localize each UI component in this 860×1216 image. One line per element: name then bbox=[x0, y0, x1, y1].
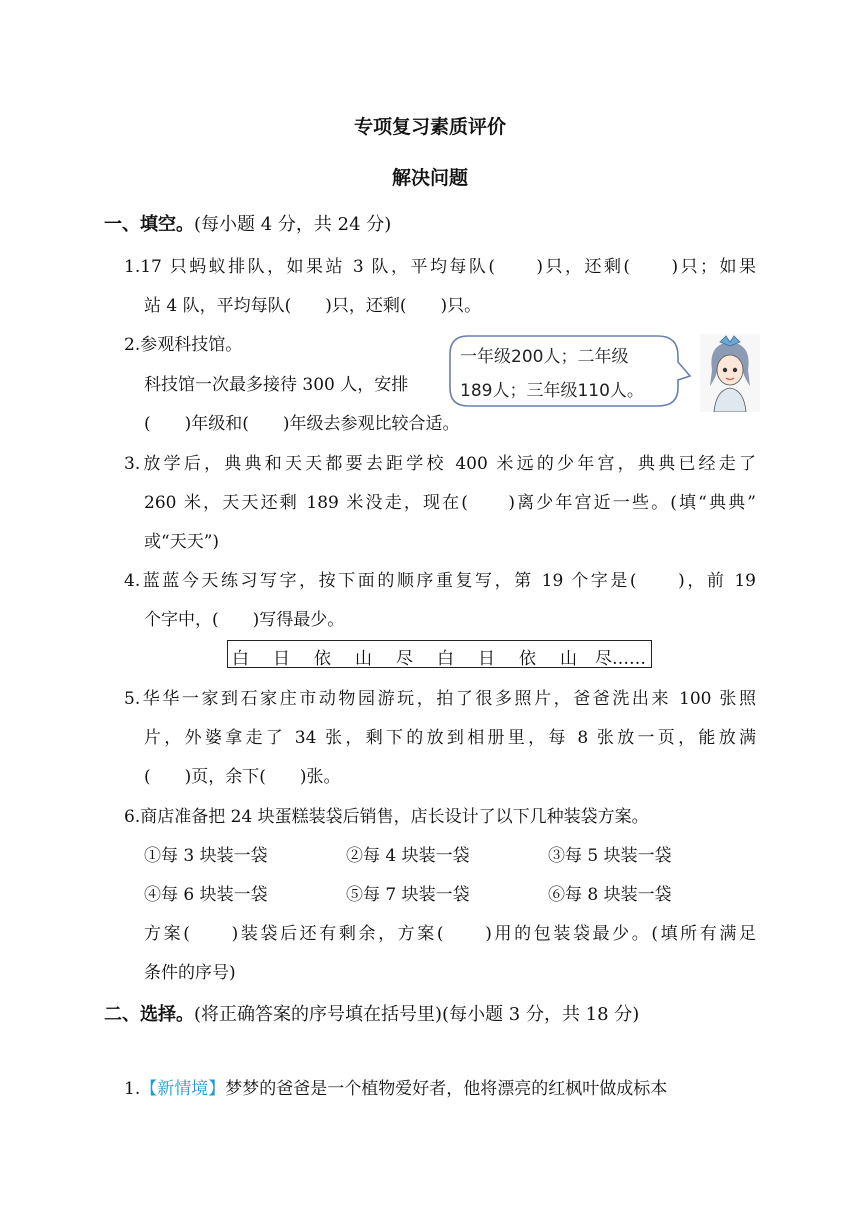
question-4-line-2: 个字中，( )写得最少。 bbox=[144, 610, 345, 630]
sequence-char: 山 bbox=[560, 649, 577, 669]
question-6-line-5: 条件的序号) bbox=[144, 963, 236, 983]
sequence-char: 依 bbox=[314, 649, 331, 669]
sequence-char: 山 bbox=[355, 649, 372, 669]
sequence-char: 依 bbox=[519, 649, 536, 669]
question-5-line-3: ( )页，余下( )张。 bbox=[144, 767, 341, 787]
section-2-note: (将正确答案的序号填在括号里)(每小题 3 分，共 18 分) bbox=[194, 1004, 640, 1025]
girl-illustration bbox=[700, 334, 760, 412]
option-3: ③每 5 块装一袋 bbox=[548, 846, 672, 866]
question-2-line-1: 2.参观科技馆。 bbox=[124, 335, 243, 355]
question-1-line-1: 1.17 只蚂蚁排队，如果站 3 队，平均每队( )只，还剩( )只；如果 bbox=[124, 257, 756, 277]
sequence-char: 白 bbox=[232, 649, 249, 669]
page-subtitle: 解决问题 bbox=[391, 167, 468, 189]
question-3-line-3: 或“天天”) bbox=[144, 532, 220, 552]
page-title: 专项复习素质评价 bbox=[353, 116, 506, 138]
section-1-heading bbox=[104, 210, 391, 236]
option-2: ②每 4 块装一袋 bbox=[346, 846, 470, 866]
question-4-line-1: 4.蓝蓝今天练习写字，按下面的顺序重复写，第 19 个字是( )，前 19 bbox=[124, 571, 756, 591]
sequence-char: 白 bbox=[437, 649, 454, 669]
question-6-line-1: 6.商店准备把 24 块蛋糕装袋后销售，店长设计了以下几种装袋方案。 bbox=[124, 807, 649, 827]
section-2-heading bbox=[104, 1000, 639, 1026]
speech-bubble-line-1: 一年级200人；二年级 bbox=[460, 347, 629, 367]
section-2-question-1 bbox=[124, 1074, 667, 1099]
sequence-char: 尽…… bbox=[595, 649, 646, 669]
question-5-line-2: 片，外婆拿走了 34 张，剩下的放到相册里，每 8 张放一页，能放满 bbox=[144, 728, 756, 748]
sequence-char: 日 bbox=[273, 649, 290, 669]
question-text: 梦梦的爸爸是一个植物爱好者，他将漂亮的红枫叶做成标本 bbox=[225, 1079, 668, 1099]
option-4: ④每 6 块装一袋 bbox=[144, 885, 268, 905]
question-number: 1. bbox=[124, 1079, 141, 1099]
question-1-line-2: 站 4 队，平均每队( )只，还剩( )只。 bbox=[144, 296, 482, 316]
option-1: ①每 3 块装一袋 bbox=[144, 846, 268, 866]
question-2-line-3: ( )年级和( )年级去参观比较合适。 bbox=[144, 414, 460, 434]
speech-bubble-line-2: 189人；三年级110人。 bbox=[460, 381, 644, 401]
sequence-char: 日 bbox=[478, 649, 495, 669]
speech-bubble bbox=[446, 334, 692, 408]
question-2-line-2: 科技馆一次最多接待 300 人，安排 bbox=[144, 375, 409, 395]
question-3-line-1: 3.放学后，典典和天天都要去距学校 400 米远的少年宫，典典已经走了 bbox=[124, 454, 756, 474]
option-6: ⑥每 8 块装一袋 bbox=[548, 885, 672, 905]
question-6-line-4: 方案( )装袋后还有剩余，方案( )用的包装袋最少。(填所有满足 bbox=[144, 924, 756, 944]
option-5: ⑤每 7 块装一袋 bbox=[346, 885, 470, 905]
section-1-title: 一、填空。 bbox=[104, 214, 194, 235]
section-2-title: 二、选择。 bbox=[104, 1004, 194, 1025]
sequence-char: 尽 bbox=[396, 649, 413, 669]
section-1-note: (每小题 4 分，共 24 分) bbox=[194, 214, 392, 235]
question-5-line-1: 5.华华一家到石家庄市动物园游玩，拍了很多照片，爸爸洗出来 100 张照 bbox=[124, 689, 756, 709]
character-sequence-box bbox=[227, 640, 652, 668]
new-context-tag: 【新情境】 bbox=[140, 1079, 226, 1099]
question-3-line-2: 260 米，天天还剩 189 米没走，现在( )离少年宫近一些。(填“典典” bbox=[144, 493, 756, 513]
